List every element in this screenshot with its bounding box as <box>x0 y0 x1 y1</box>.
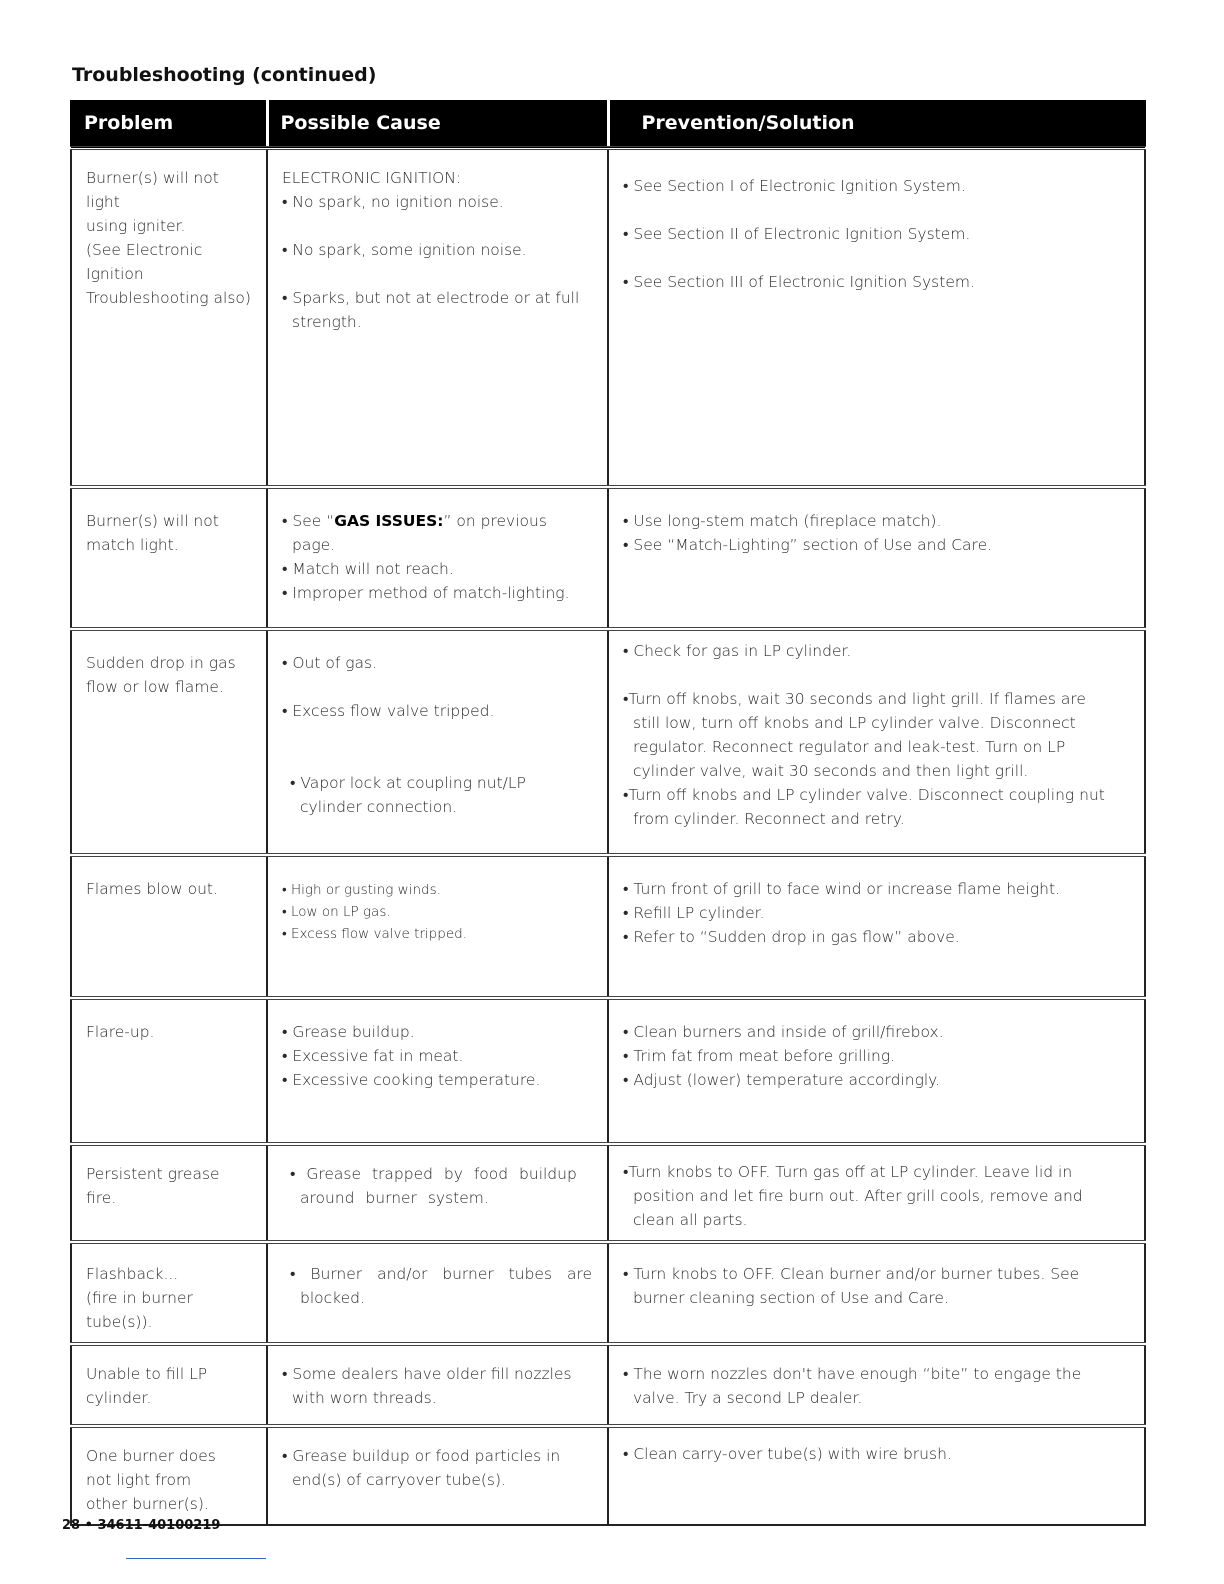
cause-item: • No spark, some ignition noise. <box>282 241 527 259</box>
cause-item: • Match will not reach. <box>282 560 454 578</box>
table-row <box>71 487 1145 629</box>
problem-text: Troubleshooting also) <box>86 289 251 307</box>
solution-item: • Use long-stem match (fireplace match). <box>623 512 942 530</box>
problem-text: Persistent grease fire. <box>86 1165 220 1207</box>
footer-rule <box>126 1558 266 1559</box>
problem-text: (fire in burner tube(s)). <box>86 1289 193 1331</box>
solution-item: • See Section II of Electronic Ignition System. <box>623 225 971 243</box>
solution-item: •Turn knobs to OFF. Turn gas off at LP cylinder. Leave lid in position and let fire burn out. After grill cools, remove and clean all parts. <box>623 1163 1083 1229</box>
cause-heading: ELECTRONIC IGNITION: <box>282 169 462 187</box>
cause-cell <box>267 148 608 487</box>
table-row <box>71 855 1145 998</box>
solution-cell <box>608 1144 1145 1242</box>
problem-cell <box>71 487 267 629</box>
solution-cell <box>608 1344 1145 1426</box>
solution-item: •Turn off knobs and LP cylinder valve. Disconnect coupling nut from cylinder. Reconnect and retry. <box>623 786 1105 828</box>
table-row <box>71 1144 1145 1242</box>
problem-text: cylinder. <box>86 1389 152 1407</box>
solution-item: • The worn nozzles don't have enough “bite” to engage the valve. Try a second LP dealer. <box>623 1365 1082 1407</box>
cause-cell <box>267 1144 608 1242</box>
cause-item: • Vapor lock at coupling nut/LP cylinder connection. <box>290 774 526 816</box>
cause-item: • Excess flow valve tripped. <box>282 926 467 942</box>
cause-item: • Excessive cooking temperature. <box>282 1071 541 1089</box>
cause-item: • Grease trapped by food buildup around burner system. <box>290 1165 577 1207</box>
problem-cell <box>71 855 267 998</box>
solution-item: • Check for gas in LP cylinder. <box>623 642 852 660</box>
problem-text: One burner does <box>86 1447 216 1465</box>
table-row <box>71 998 1145 1144</box>
table-row <box>71 1344 1145 1426</box>
cause-item: • Low on LP gas. <box>282 904 391 920</box>
solution-cell <box>608 1242 1145 1344</box>
page-footer: 28 • 34611-40100219 <box>62 1518 221 1533</box>
problem-cell <box>71 1144 267 1242</box>
solution-item: • Turn knobs to OFF. Clean burner and/or burner tubes. See burner cleaning section of Use and Care. <box>623 1265 1080 1307</box>
problem-cell <box>71 1344 267 1426</box>
cause-item: • Grease buildup or food particles in end(s) of carryover tube(s). <box>282 1447 561 1489</box>
cause-item: • Out of gas. <box>282 654 378 672</box>
solution-item: • Adjust (lower) temperature accordingly. <box>623 1071 941 1089</box>
table-header-row <box>71 100 1145 148</box>
cause-item: • Excess flow valve tripped. <box>282 702 495 720</box>
solution-item: • Clean burners and inside of grill/firebox. <box>623 1023 944 1041</box>
cause-item: • Grease buildup. <box>282 1023 415 1041</box>
cause-cell <box>267 1344 608 1426</box>
solution-item: • See Section III of Electronic Ignition System. <box>623 273 975 291</box>
problem-cell <box>71 998 267 1144</box>
problem-text: Flames blow out. <box>86 880 218 898</box>
problem-text: Burner(s) will not <box>86 512 219 530</box>
page-title: Troubleshooting (continued) <box>72 64 377 86</box>
solution-item: • See Section I of Electronic Ignition System. <box>623 177 966 195</box>
problem-text: (See Electronic <box>86 241 203 259</box>
solution-item: • See “Match-Lighting” section of Use and Care. <box>623 536 993 554</box>
cause-item: • Improper method of match-lighting. <box>282 584 570 602</box>
solution-item: • Refill LP cylinder. <box>623 904 765 922</box>
cause-cell <box>267 1426 608 1525</box>
problem-cell <box>71 1426 267 1525</box>
cause-cell <box>267 998 608 1144</box>
cause-item: • Excessive fat in meat. <box>282 1047 464 1065</box>
problem-text: Burner(s) will not light <box>86 169 219 211</box>
table-row <box>71 1242 1145 1344</box>
solution-item: •Turn off knobs, wait 30 seconds and light grill. If flames are still low, turn off knobs and LP cylinder valve. Disconnect regulator. Reconnect regulator and leak-test. Turn on LP cylinder valve, wait 30 seconds and then light grill. <box>623 690 1086 780</box>
cause-text: • See “ <box>282 512 335 530</box>
problem-text: using igniter. <box>86 217 186 235</box>
solution-item: • Turn front of grill to face wind or increase flame height. <box>623 880 1060 898</box>
cause-cell <box>267 629 608 855</box>
solution-item: • Clean carry-over tube(s) with wire brush. <box>623 1445 952 1463</box>
problem-text: Unable to fill LP <box>86 1365 208 1383</box>
solution-cell <box>608 998 1145 1144</box>
problem-cell <box>71 629 267 855</box>
solution-cell <box>608 148 1145 487</box>
table-row <box>71 148 1145 487</box>
solution-cell <box>608 855 1145 998</box>
problem-text: flow or low flame. <box>86 678 224 696</box>
solution-cell <box>608 1426 1145 1525</box>
cause-item: • High or gusting winds. <box>282 882 441 898</box>
problem-text: Sudden drop in gas <box>86 654 236 672</box>
cause-cell <box>267 487 608 629</box>
header-possible-cause: Possible Cause <box>267 100 608 148</box>
problem-text: other burner(s). <box>86 1495 209 1513</box>
problem-text: Flashback... <box>86 1265 179 1283</box>
cause-cell <box>267 855 608 998</box>
cause-text: ” on previous page. <box>292 512 547 554</box>
table-row <box>71 629 1145 855</box>
solution-item: • Trim fat from meat before grilling. <box>623 1047 896 1065</box>
problem-cell <box>71 1242 267 1344</box>
problem-text: Ignition <box>86 265 144 283</box>
table-row <box>71 1426 1145 1525</box>
cause-item: • No spark, no ignition noise. <box>282 193 504 211</box>
cause-item-gas-issues <box>282 509 595 557</box>
solution-cell <box>608 487 1145 629</box>
cause-cell <box>267 1242 608 1344</box>
cause-item: • Burner and/or burner tubes are blocked. <box>290 1265 593 1307</box>
troubleshooting-table <box>70 100 1146 1526</box>
cause-item: • Some dealers have older fill nozzles with worn threads. <box>282 1365 572 1407</box>
problem-text: not light from <box>86 1471 192 1489</box>
cause-item: • Sparks, but not at electrode or at full strength. <box>282 289 580 331</box>
problem-cell <box>71 148 267 487</box>
solution-cell <box>608 629 1145 855</box>
solution-item: • Refer to “Sudden drop in gas flow” above. <box>623 928 960 946</box>
gas-issues-reference: GAS ISSUES: <box>334 512 444 530</box>
problem-text: match light. <box>86 536 179 554</box>
header-problem: Problem <box>71 100 267 148</box>
header-prevention-solution: Prevention/Solution <box>608 100 1145 148</box>
problem-text: Flare-up. <box>86 1023 155 1041</box>
